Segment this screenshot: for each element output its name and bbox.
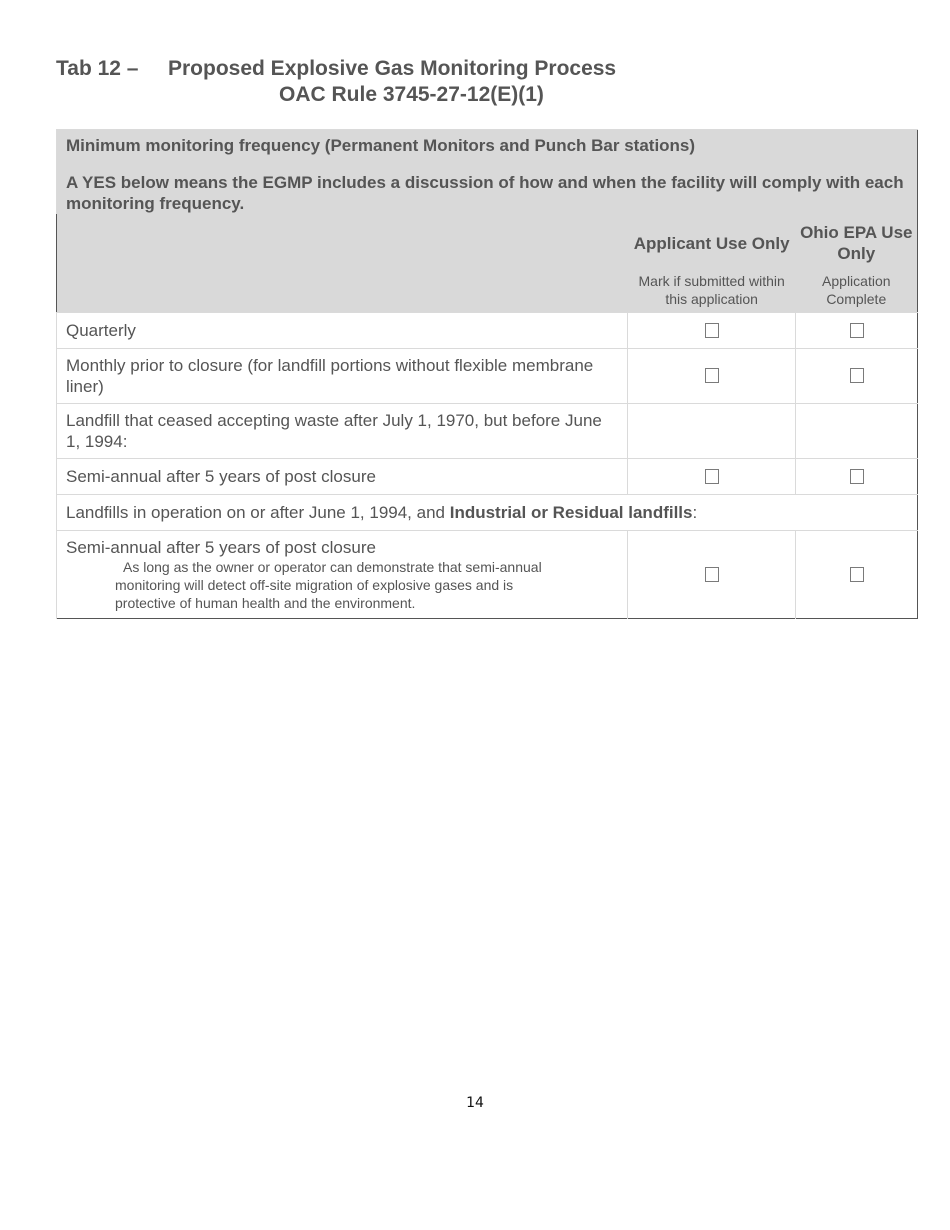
row-label-suffix: :	[692, 503, 698, 522]
row-label	[57, 495, 918, 531]
applicant-checkbox[interactable]	[705, 368, 719, 383]
epa-column-note: Application Complete	[796, 272, 918, 313]
epa-checkbox[interactable]	[850, 567, 864, 582]
table-header: Minimum monitoring frequency (Permanent Monitors and Punch Bar stations)	[57, 130, 918, 157]
table-row	[57, 495, 918, 531]
row-label-bold: Industrial or Residual landfills	[449, 503, 693, 522]
row-note-line1: As long as the owner or operator can demonstrate that semi-annual	[123, 559, 542, 575]
row-note-line2: monitoring will detect off-site migration of explosive gases and is	[115, 577, 514, 593]
page-number: 14	[466, 1095, 484, 1111]
row-note-line3: protective of human health and the environment.	[115, 595, 416, 611]
page-title	[56, 56, 616, 108]
row-label: Landfill that ceased accepting waste after July 1, 1970, but before June 1, 1994:	[57, 404, 628, 459]
monitoring-frequency-table	[56, 129, 918, 619]
row-label-prefix: Landfills in operation on or after June 1, 1994, and	[66, 503, 450, 522]
row-label-main: Semi-annual after 5 years of post closure	[66, 538, 376, 557]
epa-column-header: Ohio EPA Use Only	[796, 214, 918, 272]
header-spacer	[57, 214, 628, 313]
table-row	[57, 404, 918, 459]
tab-label: Tab 12 –	[56, 57, 139, 80]
applicant-column-note: Mark if submitted within this application	[628, 272, 796, 313]
table-row	[57, 531, 918, 619]
row-label: Quarterly	[57, 313, 628, 349]
empty-cell	[796, 404, 918, 459]
row-label	[57, 531, 628, 619]
applicant-checkbox[interactable]	[705, 469, 719, 484]
title-heading: Proposed Explosive Gas Monitoring Process	[168, 57, 617, 80]
table-row	[57, 313, 918, 349]
rule-reference: OAC Rule 3745-27-12(E)(1)	[279, 83, 544, 106]
empty-cell	[628, 404, 796, 459]
table-subheader: A YES below means the EGMP includes a discussion of how and when the facility will comply with each monitoring frequency.	[57, 156, 918, 214]
epa-checkbox[interactable]	[850, 469, 864, 484]
row-label: Monthly prior to closure (for landfill portions without flexible membrane liner)	[57, 349, 628, 404]
applicant-checkbox[interactable]	[705, 567, 719, 582]
epa-checkbox[interactable]	[850, 323, 864, 338]
row-label: Semi-annual after 5 years of post closure	[57, 459, 628, 495]
table-row	[57, 459, 918, 495]
epa-checkbox[interactable]	[850, 368, 864, 383]
table-row	[57, 349, 918, 404]
applicant-checkbox[interactable]	[705, 323, 719, 338]
applicant-column-header: Applicant Use Only	[628, 214, 796, 272]
